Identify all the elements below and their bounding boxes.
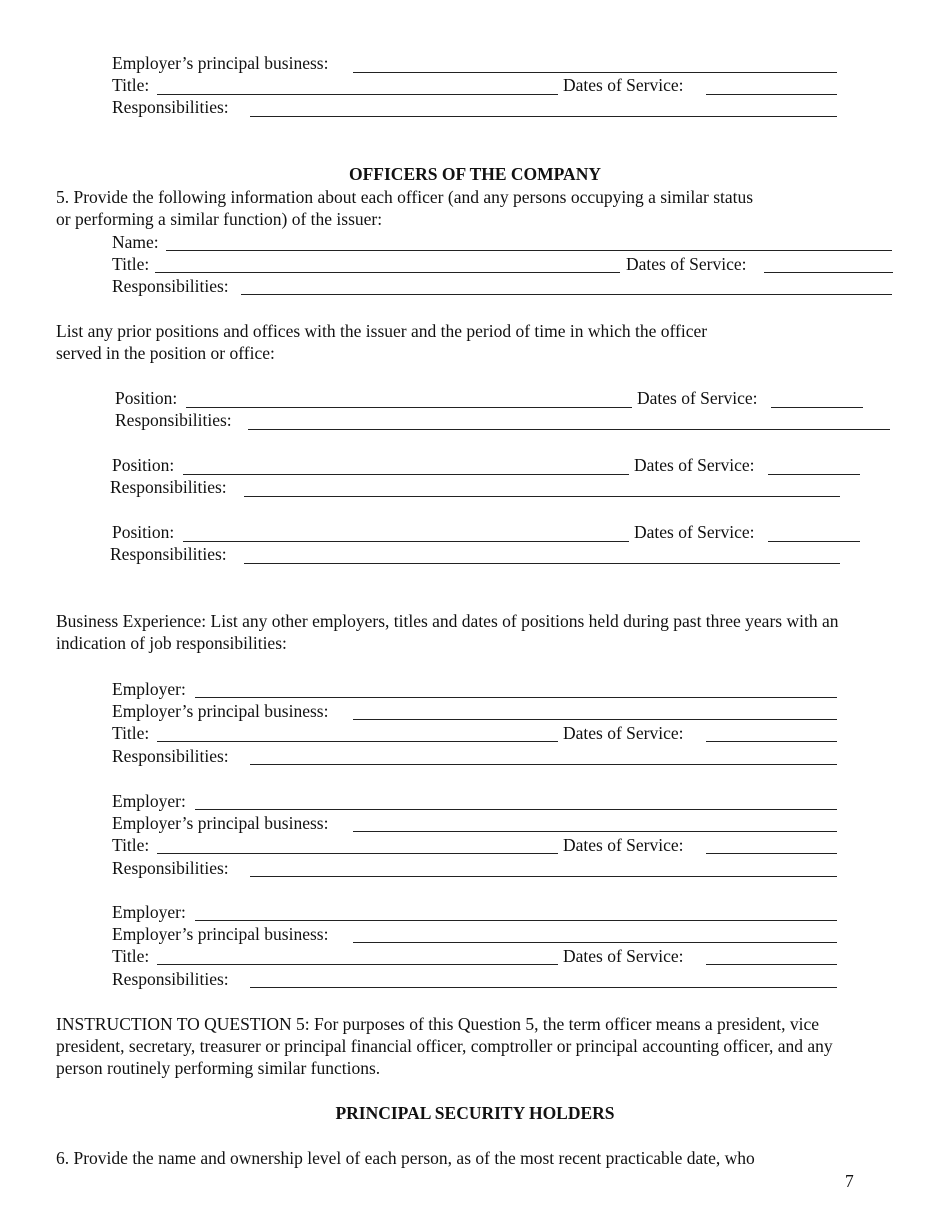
dates-of-service-field[interactable] [706, 964, 837, 965]
principal-business-label: Employer’s principal business: [112, 53, 329, 73]
employer-field[interactable] [195, 697, 837, 698]
responsibilities-field[interactable] [250, 116, 837, 117]
principal-business-label: Employer’s principal business: [112, 701, 329, 721]
officer-name-field[interactable] [166, 250, 892, 251]
responsibilities-label: Responsibilities: [112, 858, 229, 878]
principal-business-field[interactable] [353, 831, 837, 832]
position-responsibilities-field[interactable] [244, 563, 840, 564]
security-holders-heading: PRINCIPAL SECURITY HOLDERS [335, 1103, 615, 1123]
dates-of-service-label: Dates of Service: [563, 75, 684, 95]
employer-label: Employer: [112, 902, 186, 922]
employer-field[interactable] [195, 809, 837, 810]
dates-of-service-field[interactable] [706, 853, 837, 854]
employer-field[interactable] [195, 920, 837, 921]
title-label: Title: [112, 835, 150, 855]
position-field[interactable] [183, 541, 629, 542]
prior-positions-intro-line-2: served in the position or office: [56, 343, 275, 363]
officer-name-label: Name: [112, 232, 159, 252]
officer-title-field[interactable] [155, 272, 620, 273]
position-responsibilities-label: Responsibilities: [110, 477, 227, 497]
dates-of-service-field[interactable] [706, 94, 837, 95]
position-dates-field[interactable] [768, 474, 860, 475]
position-label: Position: [115, 388, 178, 408]
position-dates-label: Dates of Service: [637, 388, 758, 408]
principal-business-field[interactable] [353, 72, 837, 73]
position-dates-field[interactable] [768, 541, 860, 542]
officers-intro-line-2: or performing a similar function) of the issuer: [56, 209, 383, 229]
business-experience-intro-line-2: indication of job responsibilities: [56, 633, 287, 653]
principal-business-field[interactable] [353, 719, 837, 720]
instruction-line-2: president, secretary, treasurer or principal financial officer, comptroller or principal accounting officer, and any [56, 1036, 833, 1056]
position-responsibilities-field[interactable] [248, 429, 890, 430]
responsibilities-label: Responsibilities: [112, 746, 229, 766]
employer-label: Employer: [112, 679, 186, 699]
officer-dates-field[interactable] [764, 272, 893, 273]
title-label: Title: [112, 75, 150, 95]
officers-heading: OFFICERS OF THE COMPANY [349, 164, 601, 184]
responsibilities-label: Responsibilities: [112, 969, 229, 989]
page-number: 7 [845, 1171, 854, 1191]
principal-business-label: Employer’s principal business: [112, 813, 329, 833]
dates-of-service-field[interactable] [706, 741, 837, 742]
position-label: Position: [112, 455, 175, 475]
dates-of-service-label: Dates of Service: [563, 835, 684, 855]
position-responsibilities-label: Responsibilities: [110, 544, 227, 564]
responsibilities-label: Responsibilities: [112, 97, 229, 117]
title-field[interactable] [157, 94, 558, 95]
responsibilities-field[interactable] [250, 876, 837, 877]
title-field[interactable] [157, 853, 558, 854]
instruction-line-3: person routinely performing similar functions. [56, 1058, 381, 1078]
dates-of-service-label: Dates of Service: [563, 723, 684, 743]
instruction-line-1: INSTRUCTION TO QUESTION 5: For purposes of this Question 5, the term officer means a president, vice [56, 1014, 820, 1034]
title-field[interactable] [157, 964, 558, 965]
position-dates-label: Dates of Service: [634, 455, 755, 475]
position-responsibilities-field[interactable] [244, 496, 840, 497]
position-responsibilities-label: Responsibilities: [115, 410, 232, 430]
responsibilities-field[interactable] [250, 987, 837, 988]
principal-business-field[interactable] [353, 942, 837, 943]
title-field[interactable] [157, 741, 558, 742]
business-experience-intro-line-1: Business Experience: List any other employers, titles and dates of positions held during past three years with an [56, 611, 839, 631]
position-field[interactable] [183, 474, 629, 475]
responsibilities-field[interactable] [250, 764, 837, 765]
position-field[interactable] [186, 407, 632, 408]
officer-responsibilities-label: Responsibilities: [112, 276, 229, 296]
employer-label: Employer: [112, 791, 186, 811]
principal-business-label: Employer’s principal business: [112, 924, 329, 944]
position-label: Position: [112, 522, 175, 542]
title-label: Title: [112, 723, 150, 743]
dates-of-service-label: Dates of Service: [563, 946, 684, 966]
prior-positions-intro-line-1: List any prior positions and offices with the issuer and the period of time in which the officer [56, 321, 708, 341]
title-label: Title: [112, 946, 150, 966]
officers-intro-line-1: 5. Provide the following information about each officer (and any persons occupying a similar status [56, 187, 754, 207]
officer-dates-label: Dates of Service: [626, 254, 747, 274]
officer-responsibilities-field[interactable] [241, 294, 892, 295]
position-dates-label: Dates of Service: [634, 522, 755, 542]
officer-title-label: Title: [112, 254, 150, 274]
security-holders-line-1: 6. Provide the name and ownership level of each person, as of the most recent practicable date, who [56, 1148, 755, 1168]
position-dates-field[interactable] [771, 407, 863, 408]
